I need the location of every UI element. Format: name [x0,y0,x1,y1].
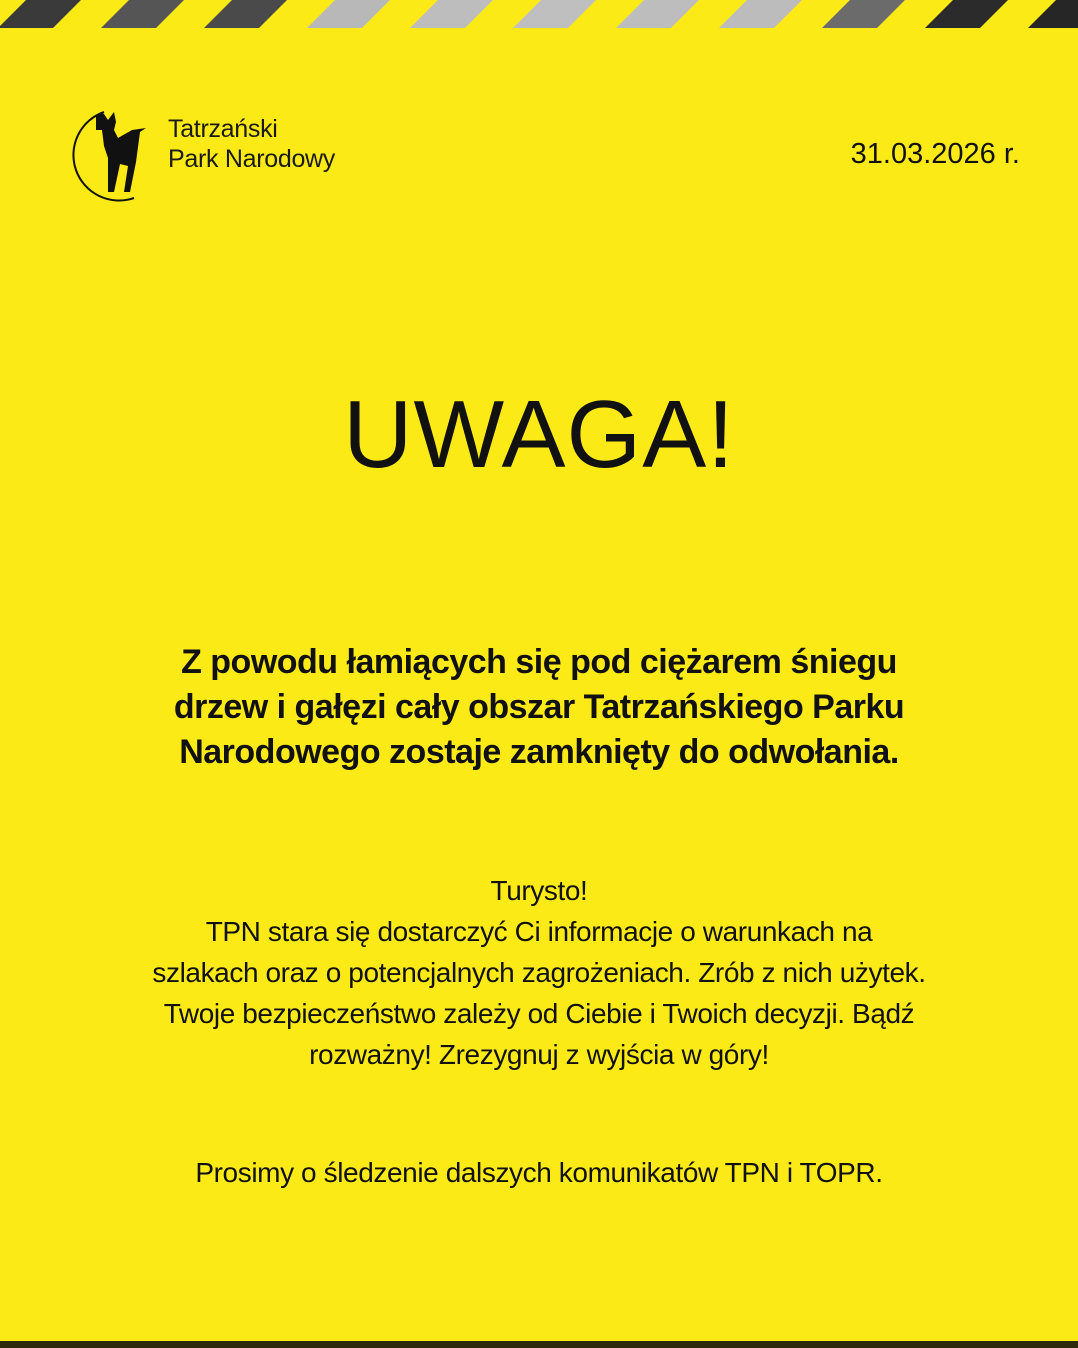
park-logo [64,108,384,204]
hazard-stripe [616,0,699,28]
hazard-stripe [513,0,596,28]
hazard-stripe [719,0,802,28]
body-line: Turysto! [490,875,588,906]
body-line: rozważny! Zrezygnuj z wyjścia w góry! [309,1039,769,1070]
headline-line: Z powodu łamiących się pod ciężarem śniegu [181,643,897,681]
body-line: szlakach oraz o potencjalnych zagrożeniach. Zrób z nich użytek. [152,957,926,988]
body-line: Twoje bezpieczeństwo zależy od Ciebie i Twoich decyzji. Bądź [163,998,915,1029]
headline-line: Narodowego zostaje zamknięty do odwołania. [179,733,899,771]
chamois-icon [64,108,160,204]
hazard-stripe-bar [0,0,1078,30]
logo-line-1: Tatrzański [168,115,278,143]
logo-line-2: Park Narodowy [168,145,335,173]
notice-title: UWAGA! [343,381,735,488]
bottom-bar [0,1341,1078,1348]
hazard-stripe [307,0,390,28]
hazard-stripe [822,0,905,28]
closure-announcement [60,640,1018,775]
notice-date: 31.03.2026 r. [850,138,1020,170]
headline-line: drzew i gałęzi cały obszar Tatrzańskiego Parku [173,688,905,726]
hazard-stripe [204,0,287,28]
hazard-stripe [1028,0,1078,28]
body-line: TPN stara się dostarczyć Ci informacje o warunkach na [205,916,873,947]
hazard-stripe [101,0,184,28]
hazard-stripe [410,0,493,28]
hazard-stripe [0,0,81,28]
tourist-advice [40,870,1038,1075]
hazard-stripe [925,0,1008,28]
follow-updates-note: Prosimy o śledzenie dalszych komunikatów TPN i TOPR. [195,1157,883,1188]
